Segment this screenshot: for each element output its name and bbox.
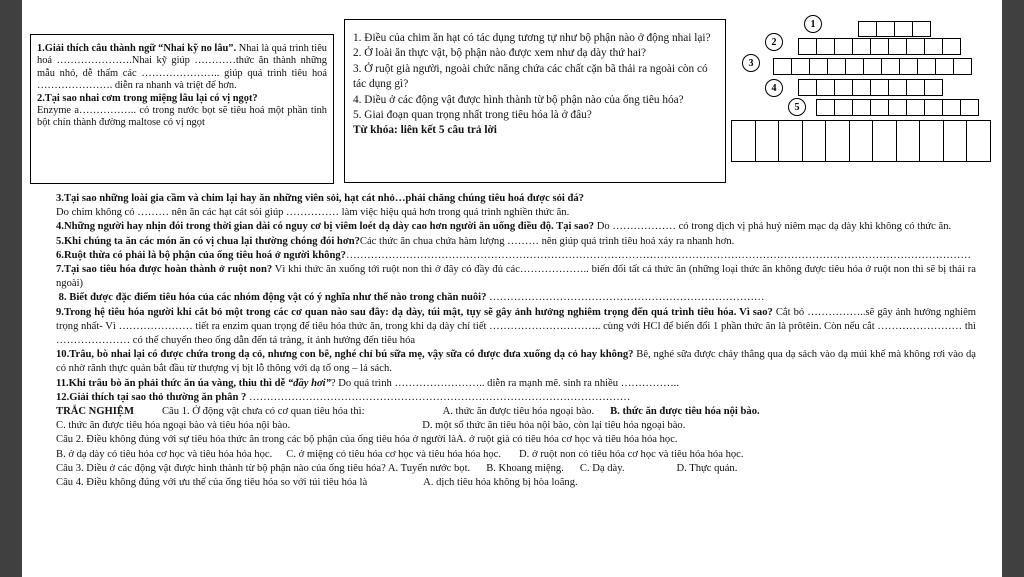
question-11: 11.Khi trâu bò ăn phải thức ăn úa vàng, thiu thì dễ “đầy hơi”? Do quá trình …………………….. diễn ra mạnh mẽ. sinh ra nhiều …………….. <box>56 377 679 389</box>
crossword-cell <box>816 79 835 96</box>
crossword-cell <box>888 99 907 116</box>
question-3-title: 3.Tại sao những loài gia cầm và chim lại hay ăn những viên sỏi, hạt cát nhỏ…phải chăng chúng tiêu hoá được sỏi đá? <box>56 193 584 204</box>
crossword-cell <box>809 58 828 75</box>
crossword-cell <box>798 79 817 96</box>
mcq-question-1: TRẮC NGHIỆM Câu 1. Ở động vật chưa có cơ quan tiêu hóa thì: A. thức ăn được tiêu hóa ngoại bào. B. thức ăn được tiêu hóa nội bào. <box>56 406 760 418</box>
keyword-cell <box>825 120 850 162</box>
crossword-cell <box>834 38 853 55</box>
crossword-row-number: 4 <box>765 79 783 97</box>
crossword-cell <box>942 99 961 116</box>
question-1-body: Nhai là quá trình tiêu hoá ………………….Nhai kỹ giúp …………thức ăn thành những mẫu nhỏ, dễ thấm các ………………….. giúp quá trình tiêu hoá …………………. diễn ra nhanh và triệt để hơn. <box>37 43 327 92</box>
crossword-cell <box>906 79 925 96</box>
question-10: 10.Trâu, bò nhai lại có được chứa trong dạ cỏ, nhưng con bê, nghé chỉ bú sữa mẹ, vậy sữa có được đưa xuống dạ cỏ hay không? Bê, nghé sữa được chảy thẳng qua dạ sách vào dạ múi khế mà không rơi vào dạ cỏ nhờ rãnh thực quản bắt đầu từ thượng vị bịt lỗ thông với dạ tổ ong – lá sách. <box>56 349 976 375</box>
crossword-cell <box>888 79 907 96</box>
crossword-cell <box>924 38 943 55</box>
crossword-row-number: 2 <box>765 33 783 51</box>
keyword-cell <box>896 120 921 162</box>
crossword-cell <box>858 21 877 37</box>
keyword-cell <box>966 120 991 162</box>
crossword-cell <box>870 38 889 55</box>
question-5: 5.Khi chúng ta ăn các món ăn có vị chua lại thường chóng đói hơn?Các thức ăn chua chứa hàm lượng ……… nên giúp quá trình tiêu hoá xảy ra nhanh hơn. <box>56 235 735 247</box>
clue-4: 4. Diều ở các động vật được hình thành từ bộ phận nào của ống tiêu hóa? <box>353 93 684 106</box>
question-2-body: Enzyme a…………….. có trong nước bọt sẽ tiêu hoá một phần tinh bột chín thành đường maltose có vị ngọt <box>37 105 327 129</box>
question-12: 12.Giải thích tại sao thỏ thường ăn phân ? ……………………………………………………………………………………………… <box>56 391 631 403</box>
worksheet-page <box>22 0 1002 577</box>
keyword-cell <box>943 120 968 162</box>
crossword-cell <box>912 21 931 37</box>
keyword-cell <box>755 120 780 162</box>
question-9: 9.Trong hệ tiêu hóa người khi cắt bỏ một trong các cơ quan nào sau đây: dạ dày, túi mật, tụy sẽ gây ảnh hưởng nghiêm trọng đến quá trình tiêu hóa. Vì sao? Cắt bỏ ……………..sẽ gây ảnh hưởng nghiêm trọng nhất- Vì ………………… tiết ra enzim quan trọng để tiêu hóa thức ăn, trong khi dạ dày chỉ tiết ………………………….. cùng với HCl để biến đổi 1 phần thức ăn là prôtêin. Còn nếu cắt …………………… thì ………………… có thể chuyển theo ống dẫn đến tá tràng, ít ảnh hưởng đến tiêu hóa <box>56 306 977 347</box>
clue-2: 2. Ở loài ăn thực vật, bộ phận nào được xem như dạ dày thứ hai? <box>353 47 647 60</box>
crossword-row-number: 1 <box>804 15 822 33</box>
question-3-body: Do chim không có ……… nên ăn các hạt cát sỏi giúp …………… làm việc hiệu quả hơn trong quá trình nghiền thức ăn. <box>56 207 570 219</box>
mcq-question-4: Câu 4. Điều không đúng với ưu thế của ống tiêu hóa so với túi tiêu hóa là A. dịch tiêu hóa không bị hòa loãng. <box>56 477 578 489</box>
crossword-cell <box>894 21 913 37</box>
crossword-cell <box>942 38 961 55</box>
crossword-cell <box>834 99 853 116</box>
crossword-cell <box>852 99 871 116</box>
crossword-cell <box>899 58 918 75</box>
crossword-cell <box>852 38 871 55</box>
clue-1: 1. Điều của chim ăn hạt có tác dụng tương tự như bộ phận nào ở động nhai lại? <box>353 32 711 44</box>
question-4: 4.Những người hay nhịn đói trong thời gian dài có nguy cơ bị viêm loét dạ dày cao hơn người ăn uống điều độ. Tại sao? Do ……………… có trong dịch vị phá huỷ niêm mạc dạ dày khi không có thức ăn. <box>56 221 952 233</box>
crossword-cell <box>852 79 871 96</box>
crossword-cell <box>773 58 792 75</box>
mcq-question-2-bcd: B. ở dạ dày có tiêu hóa cơ học và tiêu hóa hóa học. C. ở miệng có tiêu hóa cơ học và tiêu hóa hóa học. D. ở ruột non có tiêu hóa cơ học và tiêu hóa hóa học. <box>56 448 744 460</box>
crossword-cell <box>827 58 846 75</box>
crossword-row-number: 3 <box>742 54 760 72</box>
crossword-cell <box>924 99 943 116</box>
crossword-row-number: 5 <box>788 98 806 116</box>
crossword-cell <box>888 38 907 55</box>
crossword-cell <box>881 58 900 75</box>
crossword-cell <box>924 79 943 96</box>
crossword-cell <box>816 99 835 116</box>
questions-section <box>56 192 976 490</box>
keyword-cell <box>731 120 756 162</box>
keyword-cell <box>872 120 897 162</box>
crossword-cell <box>845 58 864 75</box>
keyword-cell <box>849 120 874 162</box>
question-6: 6.Ruột thừa có phải là bộ phận của ống tiêu hoá ở người không?…………………………………………………………………………………………………………………………………………………………… <box>56 249 971 261</box>
crossword-cell <box>870 99 889 116</box>
clue-5: 5. Giai đoạn quan trọng nhất trong tiêu hóa là ở đâu? <box>353 109 592 122</box>
keyword-cell <box>919 120 944 162</box>
crossword-cell <box>791 58 810 75</box>
mcq-question-1-cd: C. thức ăn được tiêu hóa ngoại bào và tiêu hóa nội bào. D. một số thức ăn tiêu hóa nội bào, còn lại tiêu hóa ngoại bào. <box>56 420 686 432</box>
crossword-cell <box>906 99 925 116</box>
question-2-title: 2.Tại sao nhai cơm trong miệng lâu lại có vị ngọt? <box>37 92 258 104</box>
crossword-cell <box>863 58 882 75</box>
crossword-cell <box>816 38 835 55</box>
crossword-cell <box>917 58 936 75</box>
crossword-cell <box>960 99 979 116</box>
crossword-cell <box>876 21 895 37</box>
crossword-grid <box>22 0 1002 190</box>
keyword-cell <box>802 120 827 162</box>
crossword-cell <box>953 58 972 75</box>
mcq-question-2: Câu 2. Điều không đúng với sự tiêu hóa thức ăn trong các bộ phận của ống tiêu hóa ở người làA. ở ruột già có tiêu hóa cơ học và tiêu hóa hóa học. <box>56 434 678 446</box>
clue-3: 3. Ở ruột già người, ngoài chức năng chứa các chất cặn bã thải ra ngoài còn có tác dụng gì? <box>353 62 708 91</box>
crossword-cell <box>798 38 817 55</box>
keyword-line: Từ khóa: liên kết 5 câu trả lời <box>353 124 497 137</box>
crossword-cell <box>935 58 954 75</box>
question-8: 8. Biết được đặc điểm tiêu hóa của các nhóm động vật có ý nghĩa như thế nào trong chăn nuôi? …………………………………………………………………… <box>58 292 765 304</box>
question-1-title: 1.Giải thích câu thành ngữ “Nhai kỹ no lâu”. <box>37 43 237 54</box>
crossword-cell <box>834 79 853 96</box>
question-7: 7.Tại sao tiêu hóa được hoàn thành ở ruột non? Vì khi thức ăn xuống tới ruột non thì ở đây có đầy đủ các……………….. biến đổi tất cả thức ăn (những loại thức ăn không được tiêu hóa ở ruột non thì sẽ bị thải ra ngoài) <box>56 264 976 290</box>
mcq-question-3: Câu 3. Diều ở các động vật được hình thành từ bộ phận nào của ống tiêu hóa? A. Tuyến nước bọt. B. Khoang miệng. C. Dạ dày. D. Thực quản. <box>56 462 738 474</box>
crossword-cell <box>870 79 889 96</box>
crossword-cell <box>906 38 925 55</box>
mcq-heading: TRẮC NGHIỆM <box>56 406 134 418</box>
keyword-cell <box>778 120 803 162</box>
